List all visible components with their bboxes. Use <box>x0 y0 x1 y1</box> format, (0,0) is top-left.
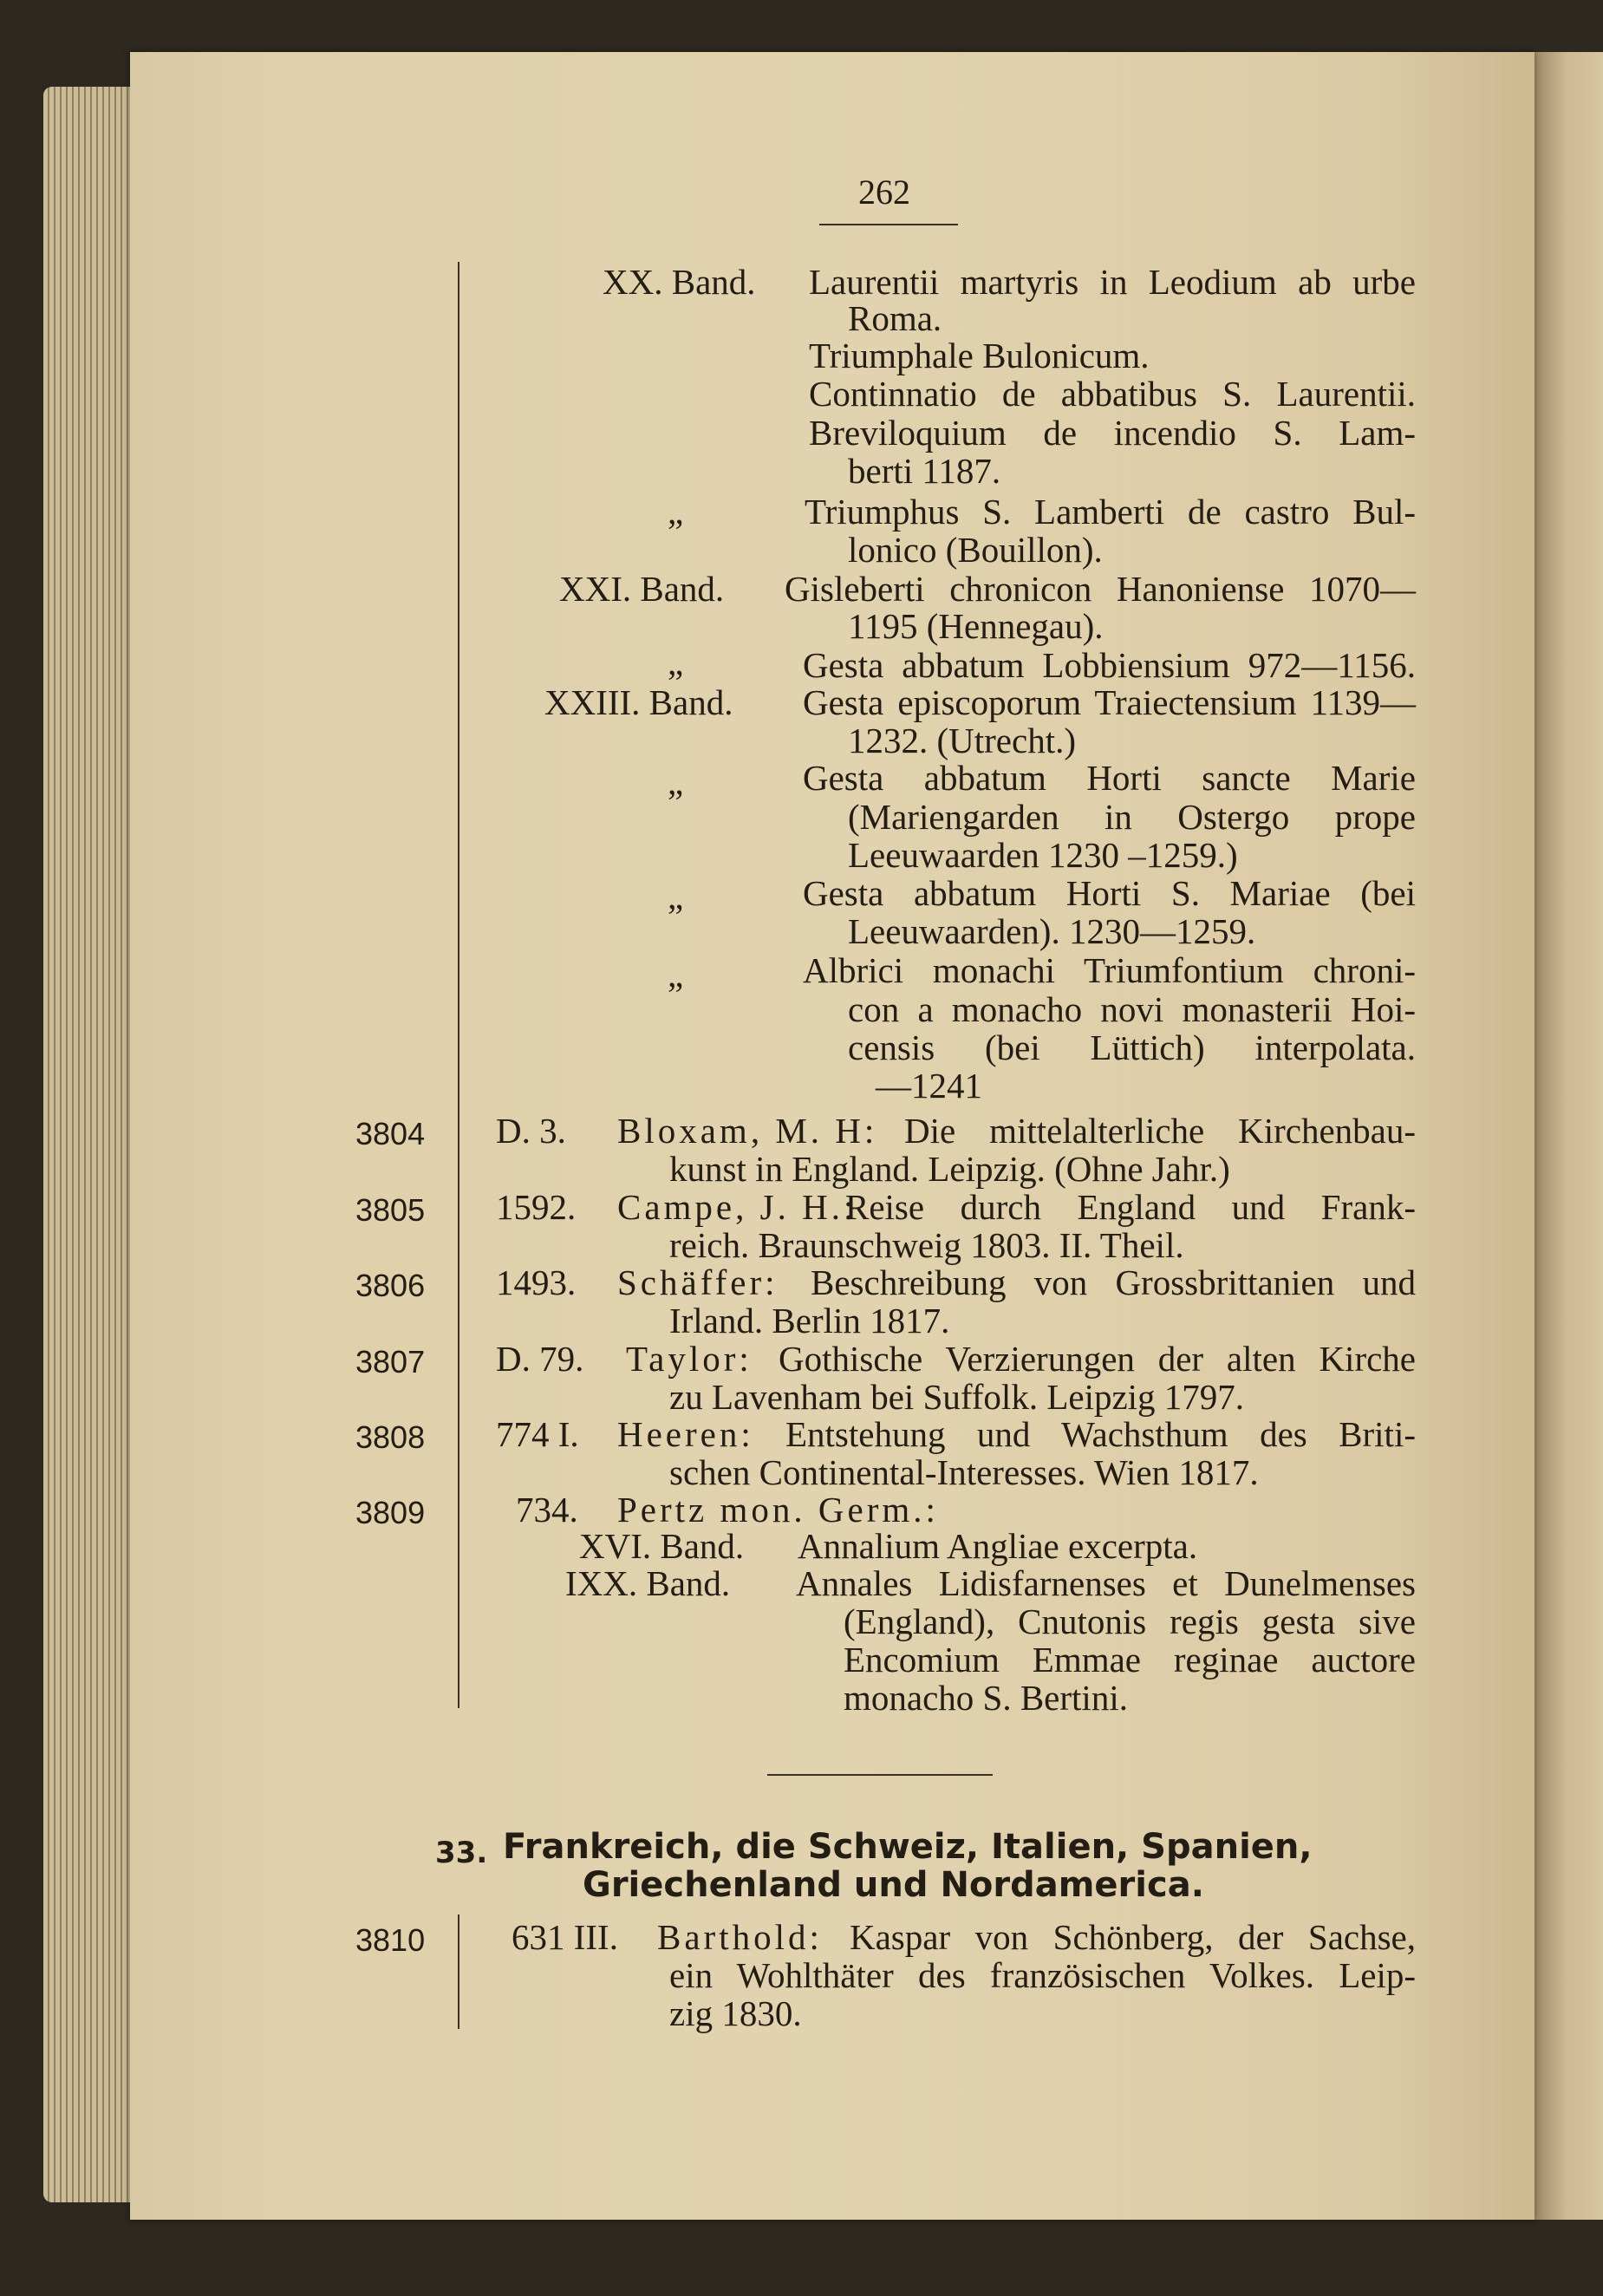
record-line: schen Continental-Interesses. Wien 1817. <box>669 1452 1259 1492</box>
band-label: XX. Band. <box>603 262 756 302</box>
band-entry-line: lonico (Bouillon). <box>848 530 1103 570</box>
page-number: 262 <box>858 173 910 212</box>
record-line: Die mittelalterliche Kirchenbau- <box>904 1111 1416 1151</box>
record-signature: 774 I. <box>496 1414 579 1454</box>
band-entry-line: Breviloquium de incendio S. Lam- <box>809 413 1416 453</box>
band-entry-line: Leeuwaarden). 1230—1259. <box>848 911 1256 951</box>
band-entry-line: (England), Cnutonis regis gesta sive <box>844 1601 1416 1641</box>
band-entry-line: Gesta episcoporum Traiectensium 1139— <box>803 682 1416 722</box>
record-line: kunst in England. Leipzig. (Ohne Jahr.) <box>669 1149 1230 1189</box>
section-number: 33. <box>435 1836 488 1870</box>
band-entry-line: Triumphus S. Lamberti de castro Bul- <box>805 492 1416 532</box>
record-number: 3809 <box>355 1495 426 1530</box>
band-label: XXI. Band. <box>559 569 725 609</box>
band-label: XVI. Band. <box>579 1526 745 1566</box>
band-entry-line: Gesta abbatum Horti S. Mariae (bei <box>803 873 1416 913</box>
record-number: 3804 <box>355 1116 426 1151</box>
band-entry-line: Annales Lidisfarnenses et Dunelmenses <box>796 1563 1416 1603</box>
ditto-mark: „ <box>668 492 684 532</box>
ditto-mark: „ <box>668 877 684 916</box>
column-rule-top <box>458 262 459 1708</box>
record-signature: 734. <box>516 1490 578 1530</box>
record-number: 3810 <box>355 1922 426 1958</box>
band-entry-line: monacho S. Bertini. <box>844 1678 1128 1718</box>
facing-page-edge <box>1535 52 1603 2220</box>
record-line: Reise durch England und Frank- <box>845 1187 1416 1227</box>
ditto-mark: „ <box>668 762 684 802</box>
record-signature: 631 III. <box>512 1917 618 1957</box>
column-rule-bottom <box>458 1914 459 2029</box>
record-author: Bloxam, M. H: <box>617 1111 878 1151</box>
ditto-mark: „ <box>668 642 684 682</box>
record-author: Schäffer: <box>617 1262 779 1302</box>
record-author: Heeren: <box>617 1414 754 1454</box>
band-entry-line: Encomium Emmae reginae auctore <box>844 1640 1416 1680</box>
band-entry-line: Gisleberti chronicon Hanoniense 1070— <box>785 569 1416 609</box>
record-line: reich. Braunschweig 1803. II. Theil. <box>669 1225 1184 1265</box>
record-line: Beschreibung von Grossbrittanien und <box>811 1262 1416 1302</box>
record-author: Taylor: <box>626 1339 753 1379</box>
band-entry-line: —1241 <box>876 1066 982 1106</box>
band-entry-line: Triumphale Bulonicum. <box>809 336 1150 375</box>
band-entry-line: Annalium Angliae excerpta. <box>798 1526 1198 1566</box>
record-line: ein Wohlthäter des französischen Volkes. Leip- <box>669 1955 1416 1995</box>
band-entry-line: Laurentii martyris in Leodium ab urbe <box>809 262 1416 302</box>
record-number: 3807 <box>355 1344 426 1380</box>
section-title: Frankreich, die Schweiz, Italien, Spanien, <box>503 1827 1313 1867</box>
record-author: Campe, J. H.: <box>617 1187 857 1227</box>
record-signature: D. 79. <box>496 1339 584 1379</box>
record-author: Barthold: <box>657 1917 823 1957</box>
section-separator <box>767 1774 993 1776</box>
record-line: Entstehung und Wachsthum des Briti- <box>785 1414 1416 1454</box>
record-signature: 1493. <box>496 1262 577 1302</box>
page-number-rule <box>819 224 958 225</box>
record-line: Gothische Verzierungen der alten Kirche <box>779 1339 1416 1379</box>
record-line: zig 1830. <box>669 1993 802 2033</box>
band-label: XXIII. Band. <box>544 682 733 722</box>
band-entry-line: (Mariengarden in Ostergo prope <box>848 797 1416 837</box>
band-entry-line: Continnatio de abbatibus S. Laurentii. <box>809 374 1416 414</box>
record-signature: 1592. <box>496 1187 577 1227</box>
section-title: Griechenland und Nordamerica. <box>583 1865 1204 1905</box>
band-entry-line: 1232. (Utrecht.) <box>848 721 1076 760</box>
record-author: Pertz mon. Germ.: <box>617 1490 939 1530</box>
band-entry-line: Roma. <box>848 298 942 338</box>
band-label: IXX. Band. <box>565 1563 731 1603</box>
band-entry-line: Gesta abbatum Horti sancte Marie <box>803 758 1416 798</box>
record-signature: D. 3. <box>496 1111 566 1151</box>
band-entry-line: berti 1187. <box>848 451 1001 491</box>
band-entry-line: Albrici monachi Triumfontium chroni- <box>803 950 1416 990</box>
band-entry-line: Leeuwaarden 1230 –1259.) <box>848 835 1238 875</box>
record-line: Kaspar von Schönberg, der Sachse, <box>850 1917 1416 1957</box>
band-entry-line: censis (bei Lüttich) interpolata. <box>848 1027 1416 1067</box>
record-line: Irland. Berlin 1817. <box>669 1301 950 1340</box>
band-entry-line: Gesta abbatum Lobbiensium 972—1156. <box>803 645 1416 685</box>
ditto-mark: „ <box>668 955 684 995</box>
record-number: 3805 <box>355 1192 426 1228</box>
record-number: 3806 <box>355 1268 426 1303</box>
band-entry-line: con a monacho novi monasterii Hoi- <box>848 989 1416 1029</box>
record-number: 3808 <box>355 1419 426 1455</box>
band-entry-line: 1195 (Hennegau). <box>848 606 1104 646</box>
record-line: zu Lavenham bei Suffolk. Leipzig 1797. <box>669 1377 1245 1417</box>
